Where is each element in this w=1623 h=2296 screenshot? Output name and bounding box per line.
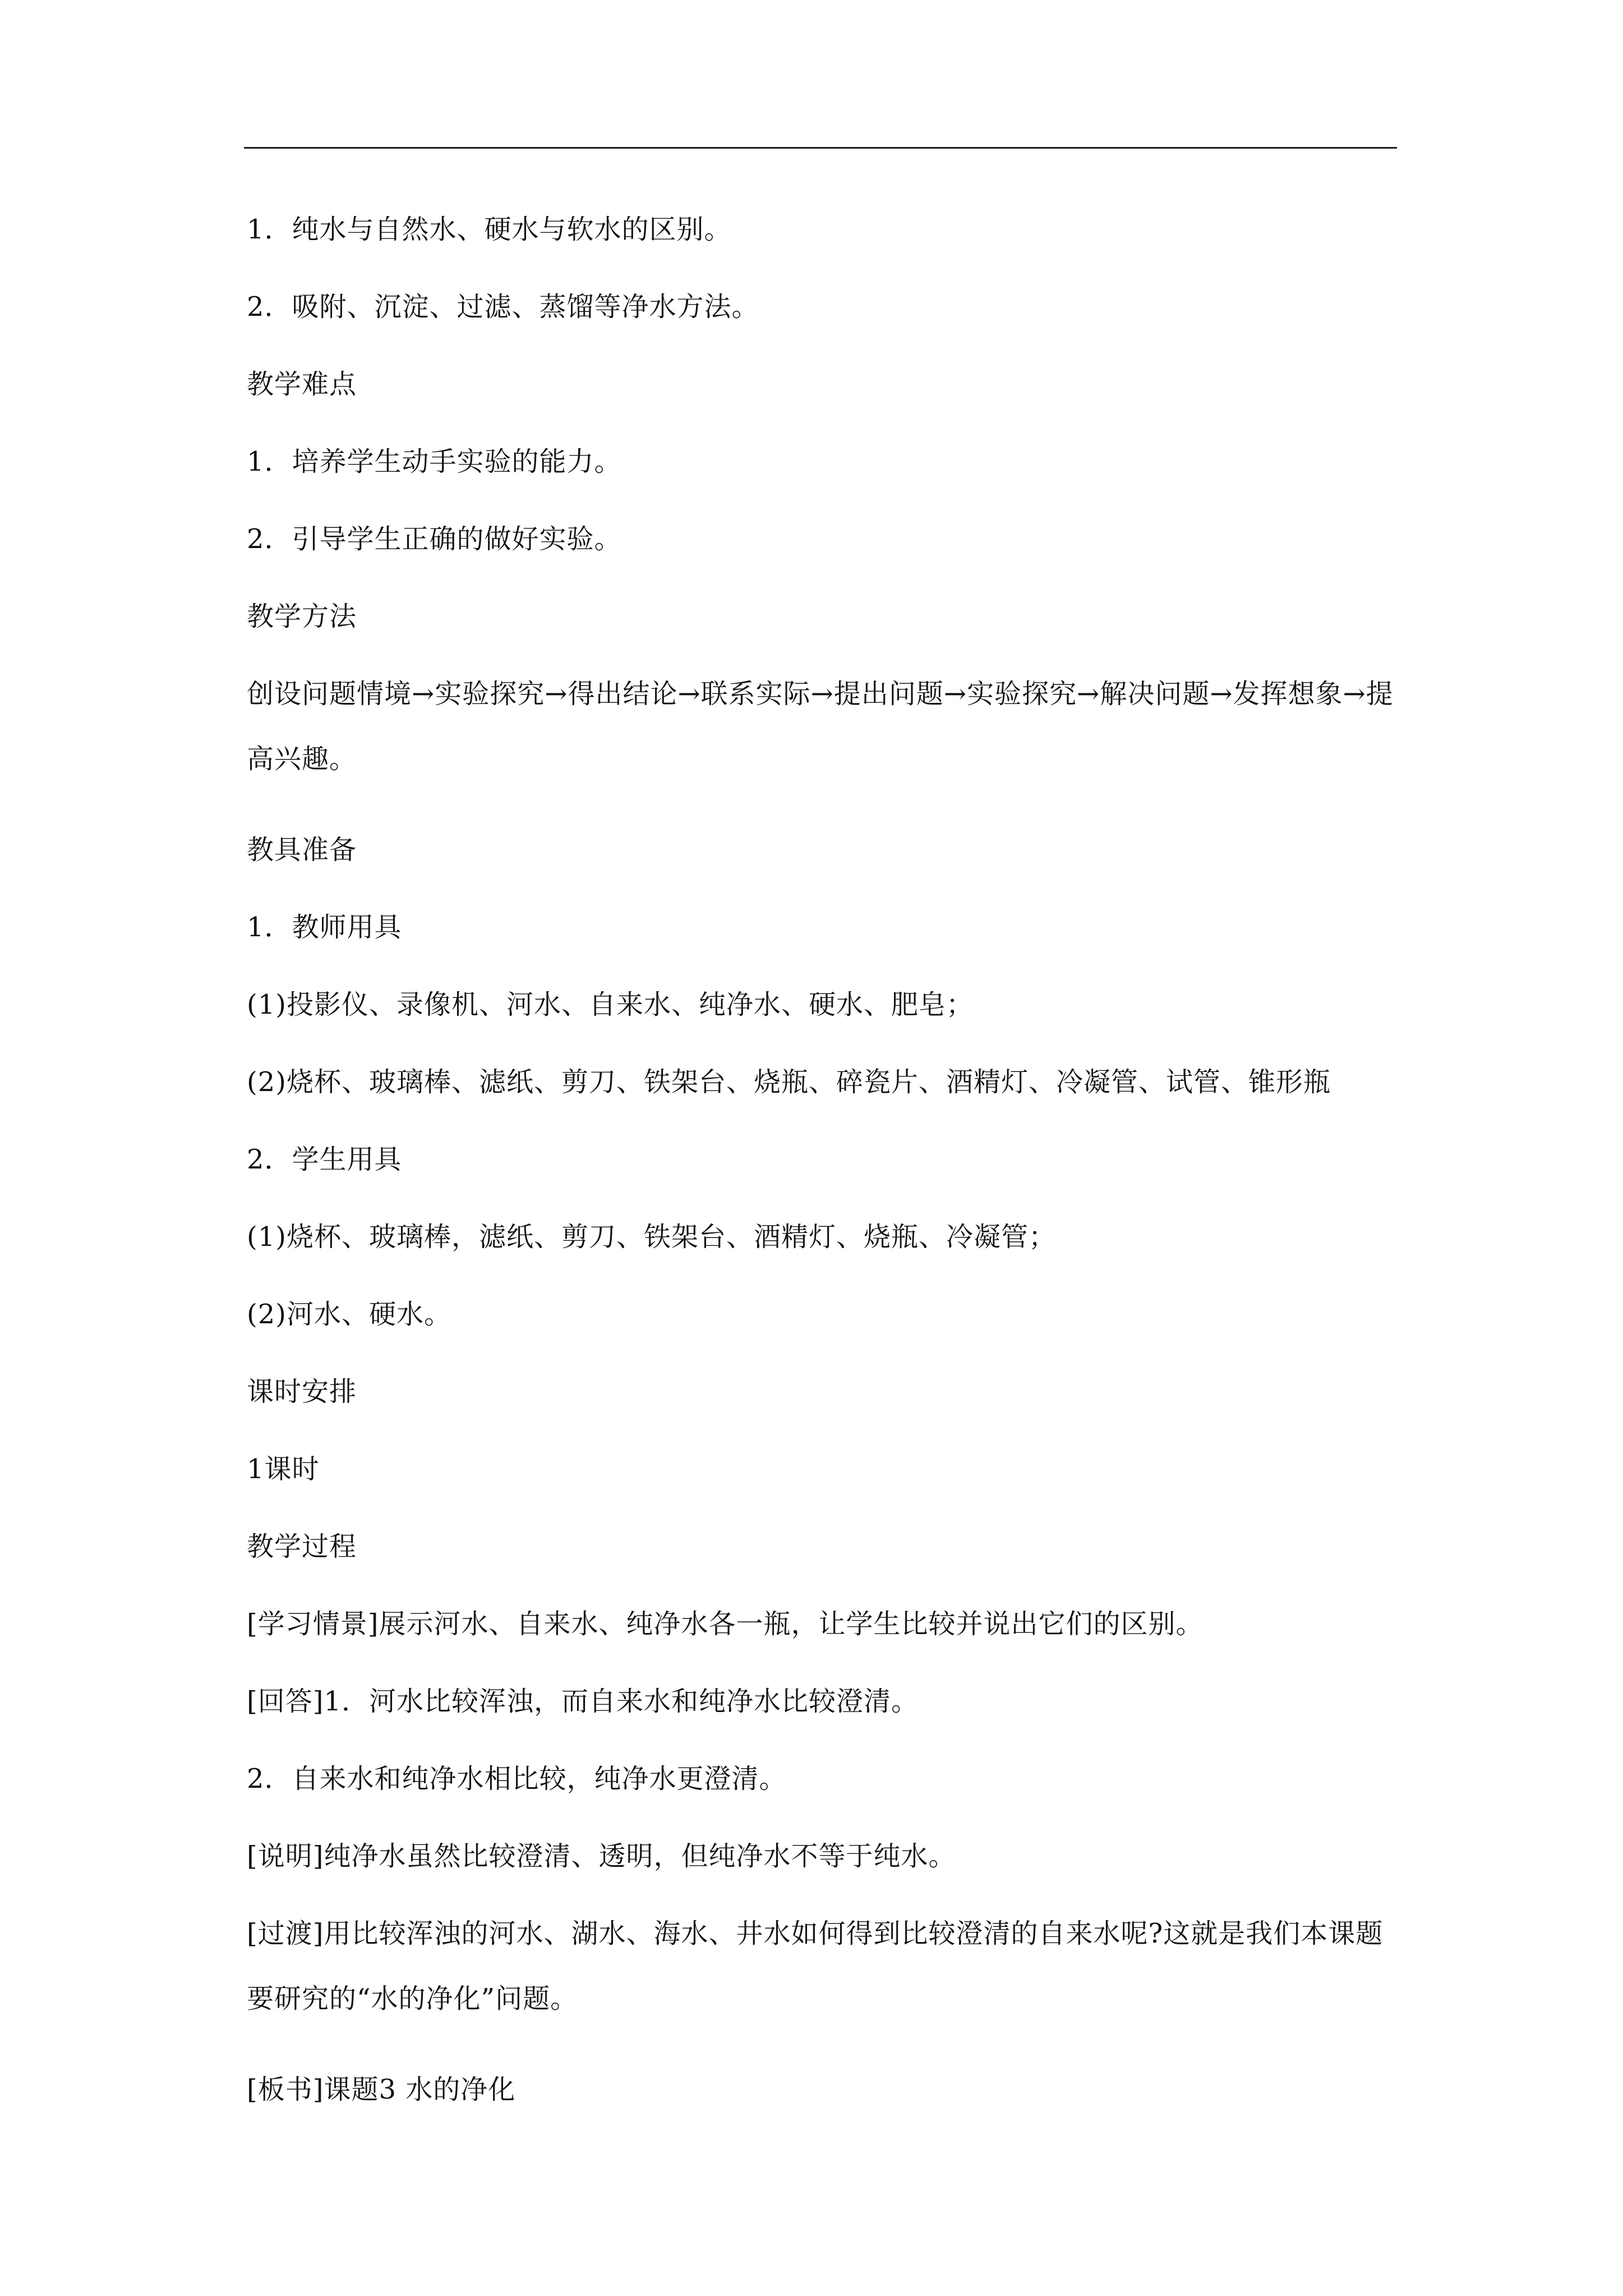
paragraph: 2．吸附、沉淀、过滤、蒸馏等净水方法。 xyxy=(247,291,759,323)
paragraph: [说明]纯净水虽然比较澄清、透明，但纯净水不等于纯水。 xyxy=(247,1841,956,1872)
paragraph: (1)投影仪、录像机、河水、自来水、纯净水、硬水、肥皂； xyxy=(247,989,974,1020)
document-body xyxy=(247,210,1396,2109)
paragraph: 2．自来水和纯净水相比较，纯净水更澄清。 xyxy=(247,1763,787,1795)
paragraph: 1．教师用具 xyxy=(247,912,402,943)
header-rule xyxy=(244,147,1397,149)
paragraph: (1)烧杯、玻璃棒，滤纸、剪刀、铁架台、酒精灯、烧瓶、冷凝管； xyxy=(247,1221,1056,1253)
paragraph: 2．引导学生正确的做好实验。 xyxy=(247,523,622,555)
paragraph: (2)烧杯、玻璃棒、滤纸、剪刀、铁架台、烧瓶、碎瓷片、酒精灯、冷凝管、试管、锥形瓶 xyxy=(247,1066,1331,1098)
paragraph: 创设问题情境→实验探究→得出结论→联系实际→提出问题→实验探究→解决问题→发挥想象→提高兴趣。 xyxy=(247,678,1394,775)
section-heading: 课时安排 xyxy=(247,1376,357,1407)
paragraph: [过渡]用比较浑浊的河水、湖水、海水、井水如何得到比较澄清的自来水呢?这就是我们本课题要研究的“水的净化”问题。 xyxy=(247,1918,1384,2014)
paragraph: (2)河水、硬水。 xyxy=(247,1299,451,1330)
section-heading: 教具准备 xyxy=(247,834,357,866)
paragraph: [回答]1．河水比较浑浊，而自来水和纯净水比较澄清。 xyxy=(247,1686,919,1717)
paragraph: 1．纯水与自然水、硬水与软水的区别。 xyxy=(247,214,732,245)
section-heading: 教学难点 xyxy=(247,369,357,400)
paragraph: 1课时 xyxy=(247,1453,320,1485)
paragraph: [学习情景]展示河水、自来水、纯净水各一瓶，让学生比较并说出它们的区别。 xyxy=(247,1608,1204,1640)
paragraph: 1．培养学生动手实验的能力。 xyxy=(247,446,622,477)
paragraph: [板书]课题3 水的净化 xyxy=(247,2074,516,2105)
paragraph: 2．学生用具 xyxy=(247,1144,402,1175)
section-heading: 教学过程 xyxy=(247,1531,357,1562)
section-heading: 教学方法 xyxy=(247,601,357,632)
